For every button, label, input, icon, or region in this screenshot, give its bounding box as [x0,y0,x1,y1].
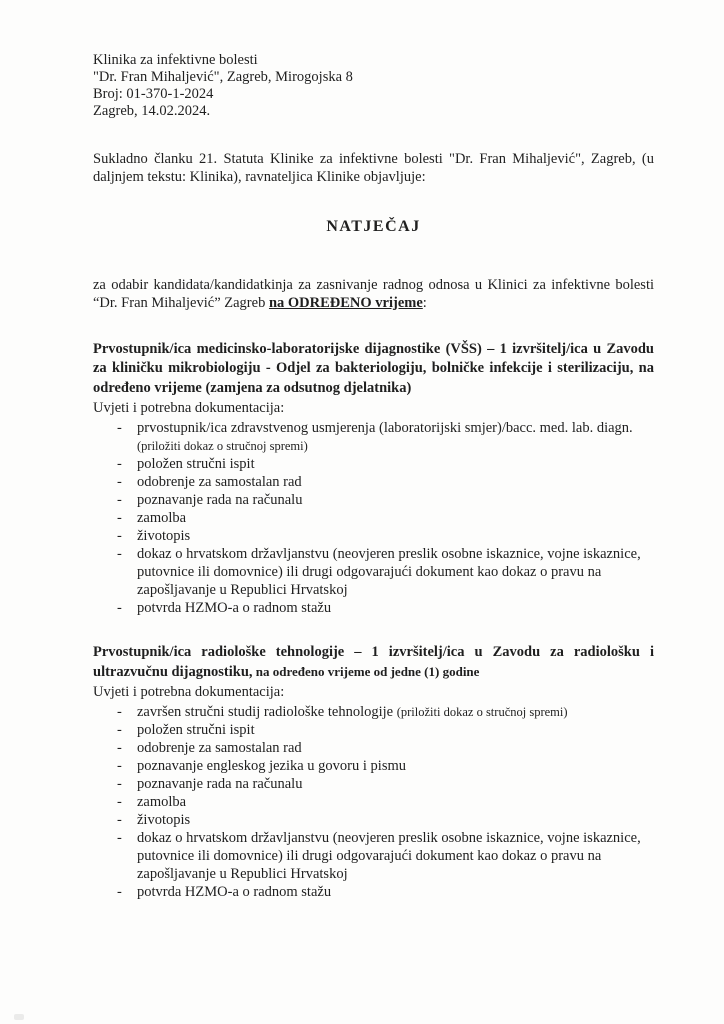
list-item-text: potvrda HZMO-a o radnom stažu [137,884,332,900]
subject-colon: : [422,295,427,311]
list-item [93,721,654,739]
dash-marker: - [117,884,122,900]
letterhead-ref-number: Broj: 01-370-1-2024 [93,86,214,102]
dash-marker: - [117,420,122,436]
list-item-text: poznavanje rada na računalu [137,776,303,792]
list-item-text: odobrenje za samostalan rad [137,740,302,756]
list-item-text: poznavanje rada na računalu [137,492,303,508]
dash-marker: - [117,600,122,616]
vacancy-section-radiology [93,643,654,901]
letterhead [93,52,654,120]
letterhead-place-date: Zagreb, 14.02.2024. [93,103,211,119]
dash-marker: - [117,830,122,846]
dash-marker: - [117,722,122,738]
list-item [93,739,654,757]
list-item [93,599,654,617]
dash-marker: - [117,812,122,828]
list-item-text: životopis [137,812,191,828]
list-item-text: poznavanje engleskog jezika u govoru i pismu [137,758,406,774]
list-item-note: (priložiti dokaz o stručnoj spremi) [137,439,308,453]
list-item-text: odobrenje za samostalan rad [137,474,302,490]
dash-marker: - [117,492,122,508]
dash-marker: - [117,546,122,562]
dash-marker: - [117,704,122,720]
dash-marker: - [117,758,122,774]
list-item-text: prvostupnik/ica zdravstvenog usmjerenja (laboratorijski smjer)/bacc. med. lab. diagn. [137,420,633,436]
subject-paragraph [93,276,654,312]
section-heading [93,643,654,682]
list-item [93,527,654,545]
list-item-text: položen stručni ispit [137,456,255,472]
list-item-text: dokaz o hrvatskom državljanstvu (neovjeren preslik osobne iskaznice, vojne iskaznice, putovnice ili domovnice) ili drugi odgovarajući dokument kao dokaz o pravu na zapošljavanje u Republici Hrvatskoj [137,830,641,882]
list-item [93,419,654,455]
list-item [93,455,654,473]
list-item [93,473,654,491]
list-item-text: potvrda HZMO-a o radnom stažu [137,600,332,616]
list-item-text: završen stručni studij radiološke tehnologije [137,704,397,720]
document-title: NATJEČAJ [326,218,421,235]
dash-marker: - [117,776,122,792]
letterhead-address: "Dr. Fran Mihaljević", Zagreb, Mirogojska 8 [93,69,353,85]
section-heading-main: Prvostupnik/ica radiološke tehnologije – 1 izvršitelj/ica u Zavodu za radiološku i ultrazvučnu dijagnostiku, [93,644,654,680]
letterhead-org-name: Klinika za infektivne bolesti [93,52,258,68]
dash-marker: - [117,528,122,544]
list-item [93,883,654,901]
subject-emphasis: na ODREĐENO vrijeme [268,295,423,311]
list-item-text: zamolba [137,510,187,526]
list-item [93,509,654,527]
list-item [93,775,654,793]
list-item-text: dokaz o hrvatskom državljanstvu (neovjeren preslik osobne iskaznice, vojne iskaznice, putovnice ili domovnice) ili drugi odgovarajući dokument kao dokaz o pravu na zapošljavanje u Republici Hrvatskoj [137,546,641,598]
list-item [93,811,654,829]
list-item-note: (priložiti dokaz o stručnoj spremi) [396,705,568,719]
requirements-label: Uvjeti i potrebna dokumentacija: [93,684,285,700]
list-item [93,757,654,775]
list-item [93,793,654,811]
dash-marker: - [117,794,122,810]
dash-marker: - [117,740,122,756]
list-item [93,829,654,883]
list-item-text: zamolba [137,794,187,810]
list-item-text: životopis [137,528,191,544]
dash-marker: - [117,474,122,490]
section-heading-main: Prvostupnik/ica medicinsko-laboratorijske dijagnostike (VŠS) – 1 izvršitelj/ica u Zavodu za kliničku mikrobiologiju - Odjel za bakteriologiju, bolničke infekcije i sterilizaciju, na određeno vrijeme (zamjena za odsutnog djelatnika) [93,341,654,396]
list-item [93,545,654,599]
vacancy-section-lab-diagnostics [93,340,654,617]
section-heading-sub: na određeno vrijeme od jedne (1) godine [252,664,480,679]
requirements-list [93,419,654,617]
subject-text: za odabir kandidata/kandidatkinja za zasnivanje radnog odnosa u Klinici za infektivne bolesti “Dr. Fran Mihaljević” Zagreb [93,277,654,311]
section-heading [93,340,654,398]
intro-paragraph: Sukladno članku 21. Statuta Klinike za infektivne bolesti "Dr. Fran Mihaljević", Zagreb, (u daljnjem tekstu: Klinika), ravnateljica Klinike objavljuje: [93,151,654,185]
dash-marker: - [117,456,122,472]
list-item [93,491,654,509]
dash-marker: - [117,510,122,526]
list-item [93,703,654,721]
requirements-label: Uvjeti i potrebna dokumentacija: [93,400,285,416]
requirements-list [93,703,654,901]
scan-artifact [14,1014,24,1020]
list-item-text: položen stručni ispit [137,722,255,738]
